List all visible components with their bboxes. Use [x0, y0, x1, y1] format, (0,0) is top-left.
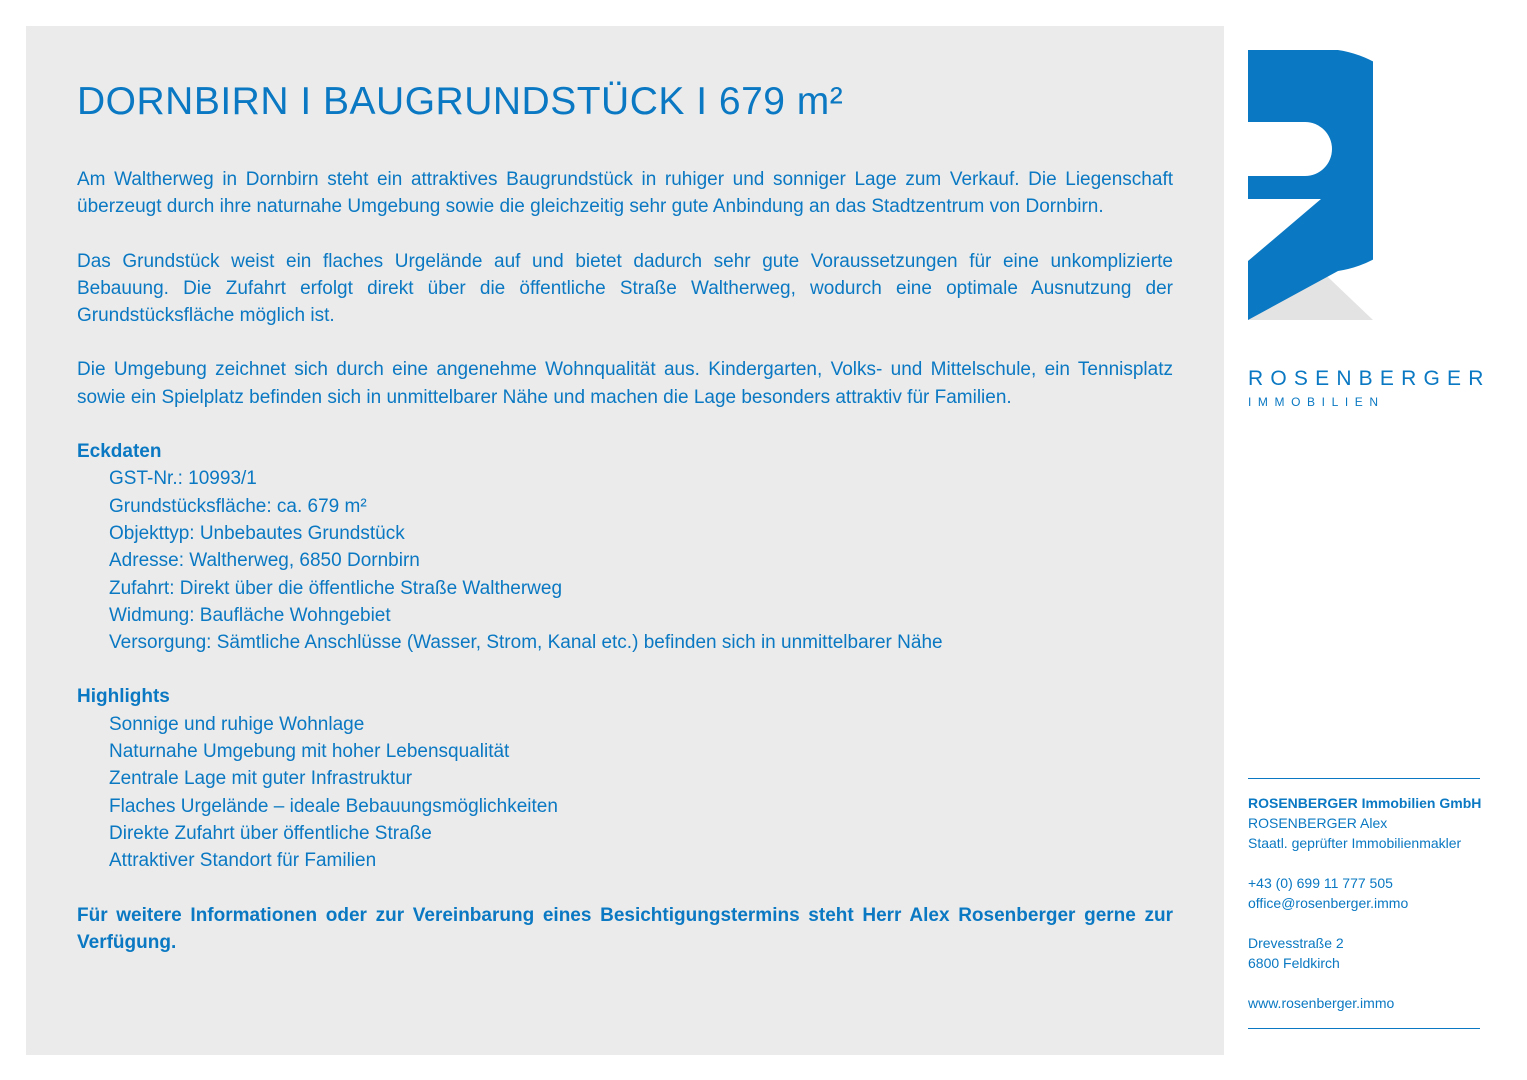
highlight-item: Sonnige und ruhige Wohnlage [109, 713, 365, 735]
brand-wordmark [1248, 366, 1491, 410]
closing-statement: Für weitere Informationen oder zur Vereinbarung eines Besichtigungstermins steht Herr Alex Rosenberger gerne zur Verfügung. [77, 904, 1173, 953]
rosenberger-r-logo-icon [1248, 50, 1373, 320]
contact-company: ROSENBERGER Immobilien GmbH [1248, 795, 1482, 811]
description-paragraph-2: Das Grundstück weist ein flaches Urgelände auf und bietet dadurch sehr gute Voraussetzungen für eine unkomplizierte Bebauung. Die Zufahrt erfolgt direkt über die öffentliche Straße Waltherweg, wodurch eine optimale Ausnutzung der Grundstücksfläche möglich ist. [77, 250, 1173, 327]
brand-subtitle: IMMOBILIEN [1248, 395, 1385, 409]
contact-role: Staatl. geprüfter Immobilienmakler [1248, 835, 1462, 851]
highlights-list [77, 711, 1173, 875]
brand-name: ROSENBERGER [1248, 367, 1491, 390]
eckdaten-list [77, 465, 1173, 656]
eckdaten-item-objekttyp: Objekttyp: Unbebautes Grundstück [109, 522, 405, 544]
contact-email[interactable]: office@rosenberger.immo [1248, 895, 1409, 911]
listing-content [77, 76, 1173, 956]
listing-title: DORNBIRN I BAUGRUNDSTÜCK I 679 m² [77, 80, 844, 123]
contact-divider-bottom [1248, 1028, 1480, 1029]
highlight-item: Zentrale Lage mit guter Infrastruktur [109, 768, 413, 790]
eckdaten-item-flaeche: Grundstücksfläche: ca. 679 m² [109, 495, 367, 517]
highlight-item: Flaches Urgelände – ideale Bebauungsmöglichkeiten [109, 795, 558, 817]
eckdaten-item-widmung: Widmung: Baufläche Wohngebiet [109, 604, 391, 626]
contact-block [1248, 793, 1508, 1013]
eckdaten-item-gst: GST-Nr.: 10993/1 [109, 468, 257, 490]
contact-phone[interactable]: +43 (0) 699 11 777 505 [1248, 875, 1393, 891]
eckdaten-heading: Eckdaten [77, 441, 162, 463]
contact-website[interactable]: www.rosenberger.immo [1248, 995, 1395, 1011]
eckdaten-item-versorgung: Versorgung: Sämtliche Anschlüsse (Wasser, Strom, Kanal etc.) befinden sich in unmittelbarer Nähe [109, 632, 943, 654]
highlight-item: Naturnahe Umgebung mit hoher Lebensqualität [109, 741, 510, 763]
eckdaten-item-adresse: Adresse: Waltherweg, 6850 Dornbirn [109, 550, 420, 572]
highlights-heading: Highlights [77, 686, 170, 708]
description-paragraph-3: Die Umgebung zeichnet sich durch eine angenehme Wohnqualität aus. Kindergarten, Volks- und Mittelschule, ein Tennisplatz sowie ein Spielplatz befinden sich in unmittelbarer Nähe und machen die Lage besonders attraktiv für Familien. [77, 359, 1173, 408]
eckdaten-item-zufahrt: Zufahrt: Direkt über die öffentliche Straße Waltherweg [109, 577, 563, 599]
highlight-item: Direkte Zufahrt über öffentliche Straße [109, 822, 432, 844]
contact-person: ROSENBERGER Alex [1248, 815, 1388, 831]
contact-city: 6800 Feldkirch [1248, 955, 1340, 971]
highlight-item: Attraktiver Standort für Familien [109, 850, 377, 872]
contact-street: Drevesstraße 2 [1248, 935, 1344, 951]
description-paragraph-1: Am Waltherweg in Dornbirn steht ein attraktives Baugrundstück in ruhiger und sonniger Lage zum Verkauf. Die Liegenschaft überzeugt durch ihre naturnahe Umgebung sowie die gleichzeitig sehr gute Anbindung an das Stadtzentrum von Dornbirn. [77, 169, 1173, 218]
contact-divider-top [1248, 778, 1480, 779]
